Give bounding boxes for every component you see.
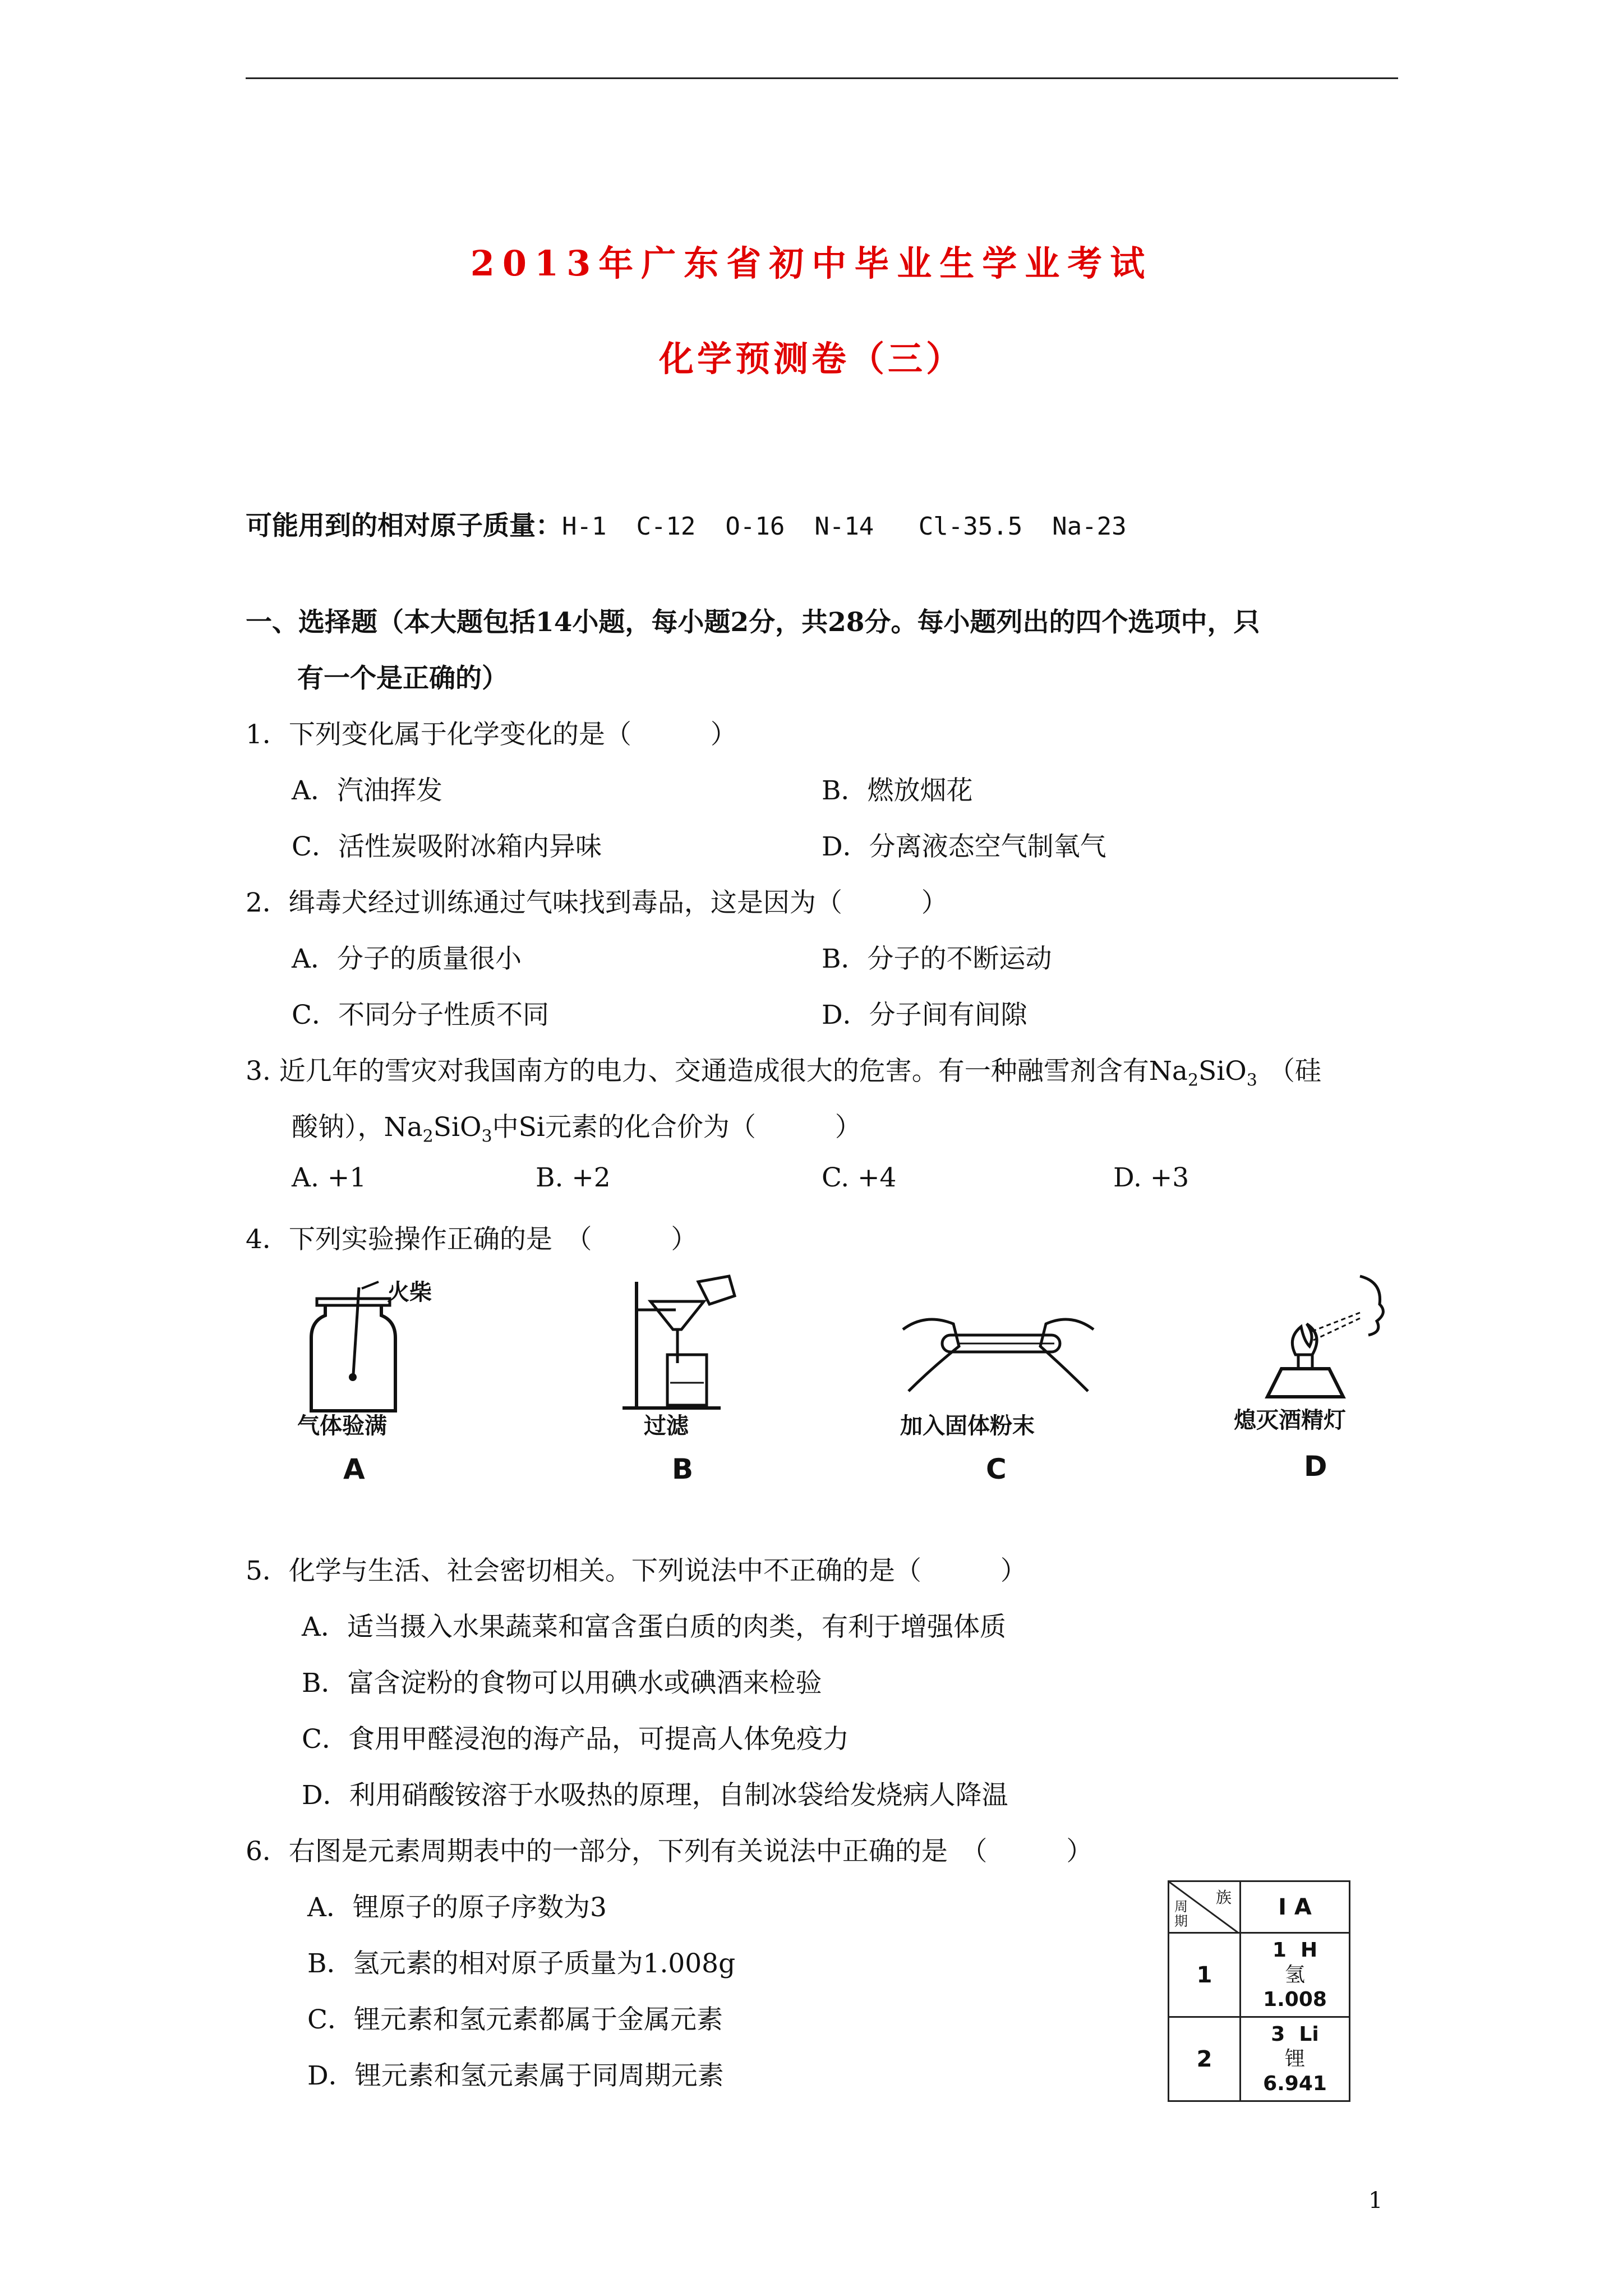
q6-option-d: D．锂元素和氢元素属于同周期元素 bbox=[307, 2060, 724, 2091]
top-rule bbox=[246, 77, 1398, 79]
q2-option-b: B．分子的不断运动 bbox=[822, 944, 1052, 974]
page-number: 1 bbox=[1368, 2188, 1383, 2214]
q5-option-a: A．适当摄入水果蔬菜和富含蛋白质的肉类，有利于增强体质 bbox=[302, 1612, 1006, 1642]
figure-c-label: 加入固体粉末 bbox=[900, 1413, 1035, 1439]
page-subtitle: 化学预测卷（三） bbox=[658, 338, 964, 379]
section1-heading-cont: 有一个是正确的） bbox=[297, 663, 508, 694]
q3-stem-text: 3. 近几年的雪灾对我国南方的电力、交通造成很大的危害。有一种融雪剂含有 bbox=[246, 1056, 1149, 1087]
section1-heading: 一、选择题（本大题包括14小题，每小题2分，共28分。每小题列出的四个选项中，只 bbox=[246, 607, 1260, 638]
q3-option-a: A. +1 bbox=[292, 1162, 367, 1193]
periodic-table-corner bbox=[1169, 1881, 1241, 1933]
figure-b-letter: B bbox=[672, 1453, 694, 1485]
q1-option-c: C．活性炭吸附冰箱内异味 bbox=[292, 831, 602, 862]
figure-d-letter: D bbox=[1304, 1450, 1327, 1483]
q4-stem: 4．下列实验操作正确的是 （ ） bbox=[246, 1224, 698, 1255]
q5-option-b: B．富含淀粉的食物可以用碘水或碘酒来检验 bbox=[302, 1668, 822, 1699]
q3-option-b: B. +2 bbox=[536, 1162, 611, 1193]
figure-c-letter: C bbox=[986, 1453, 1007, 1485]
q3-formula: $Na_2SiO_3$ bbox=[1149, 1056, 1257, 1091]
q6-stem: 6．右图是元素周期表中的一部分，下列有关说法中正确的是 （ ） bbox=[246, 1836, 1093, 1867]
periodic-table-fragment bbox=[1168, 1880, 1350, 2102]
atomic-mass-line bbox=[246, 505, 1127, 542]
q6-option-b: B．氢元素的相对原子质量为1.008g bbox=[307, 1948, 736, 1979]
row1-element: 1 H 氢 1.008 bbox=[1241, 1933, 1350, 2017]
figure-b-filtration bbox=[620, 1271, 749, 1416]
q1-option-b: B．燃放烟花 bbox=[822, 775, 973, 806]
q5-option-c: C．食用甲醛浸泡的海产品，可提高人体免疫力 bbox=[302, 1724, 849, 1755]
q3-option-d: D. +3 bbox=[1113, 1162, 1189, 1193]
figure-c-test-tube bbox=[892, 1307, 1105, 1402]
q1-option-d: D．分离液态空气制氧气 bbox=[822, 831, 1106, 862]
q1-stem: 1．下列变化属于化学变化的是（ ） bbox=[246, 719, 737, 750]
figure-b-label: 过滤 bbox=[644, 1413, 689, 1439]
row2-element: 3 Li 锂 6.941 bbox=[1241, 2017, 1350, 2101]
q2-option-c: C．不同分子性质不同 bbox=[292, 1000, 549, 1030]
q2-option-d: D．分子间有间隙 bbox=[822, 1000, 1027, 1030]
header-period: 周期 bbox=[1174, 1899, 1188, 1929]
q3-stem-tail: （硅 bbox=[1268, 1056, 1321, 1087]
q3-option-c: C. +4 bbox=[822, 1162, 897, 1193]
q2-stem: 2．缉毒犬经过训练通过气味找到毒品，这是因为（ ） bbox=[246, 887, 948, 918]
atomic-mass-label: 可能用到的相对原子质量： bbox=[246, 510, 562, 541]
q1-option-a: A．汽油挥发 bbox=[292, 775, 442, 806]
q3-stem-line2: 酸钠），$Na_2SiO_3$中Si元素的化合价为（ ） bbox=[292, 1112, 861, 1147]
q6-option-a: A．锂原子的原子序数为3 bbox=[307, 1892, 607, 1923]
q5-stem: 5．化学与生活、社会密切相关。下列说法中不正确的是（ ） bbox=[246, 1556, 1027, 1586]
q3-stem bbox=[246, 1050, 1321, 1090]
q6-option-c: C．锂元素和氢元素都属于金属元素 bbox=[307, 2004, 723, 2035]
atomic-mass-values: H-1 C-12 O-16 N-14 Cl-35.5 Na-23 bbox=[562, 512, 1127, 541]
row1-period: 1 bbox=[1169, 1933, 1241, 2017]
figure-d-label: 熄灭酒精灯 bbox=[1234, 1407, 1346, 1433]
q3-formula-2: $Na_2SiO_3$ bbox=[384, 1112, 492, 1147]
q2-option-a: A．分子的质量很小 bbox=[292, 944, 522, 974]
figure-a-match-label: 火柴 bbox=[387, 1280, 432, 1305]
header-group: 族 bbox=[1215, 1888, 1232, 1907]
figure-a-letter: A bbox=[343, 1453, 365, 1485]
header-ia: I A bbox=[1241, 1881, 1350, 1933]
figure-a-label: 气体验满 bbox=[297, 1413, 387, 1439]
page-title: 2013年广东省初中毕业生学业考试 bbox=[470, 243, 1153, 284]
q5-option-d: D．利用硝酸铵溶于水吸热的原理，自制冰袋给发烧病人降温 bbox=[302, 1780, 1008, 1811]
figure-d-alcohol-lamp bbox=[1248, 1271, 1394, 1405]
row2-period: 2 bbox=[1169, 2017, 1241, 2101]
